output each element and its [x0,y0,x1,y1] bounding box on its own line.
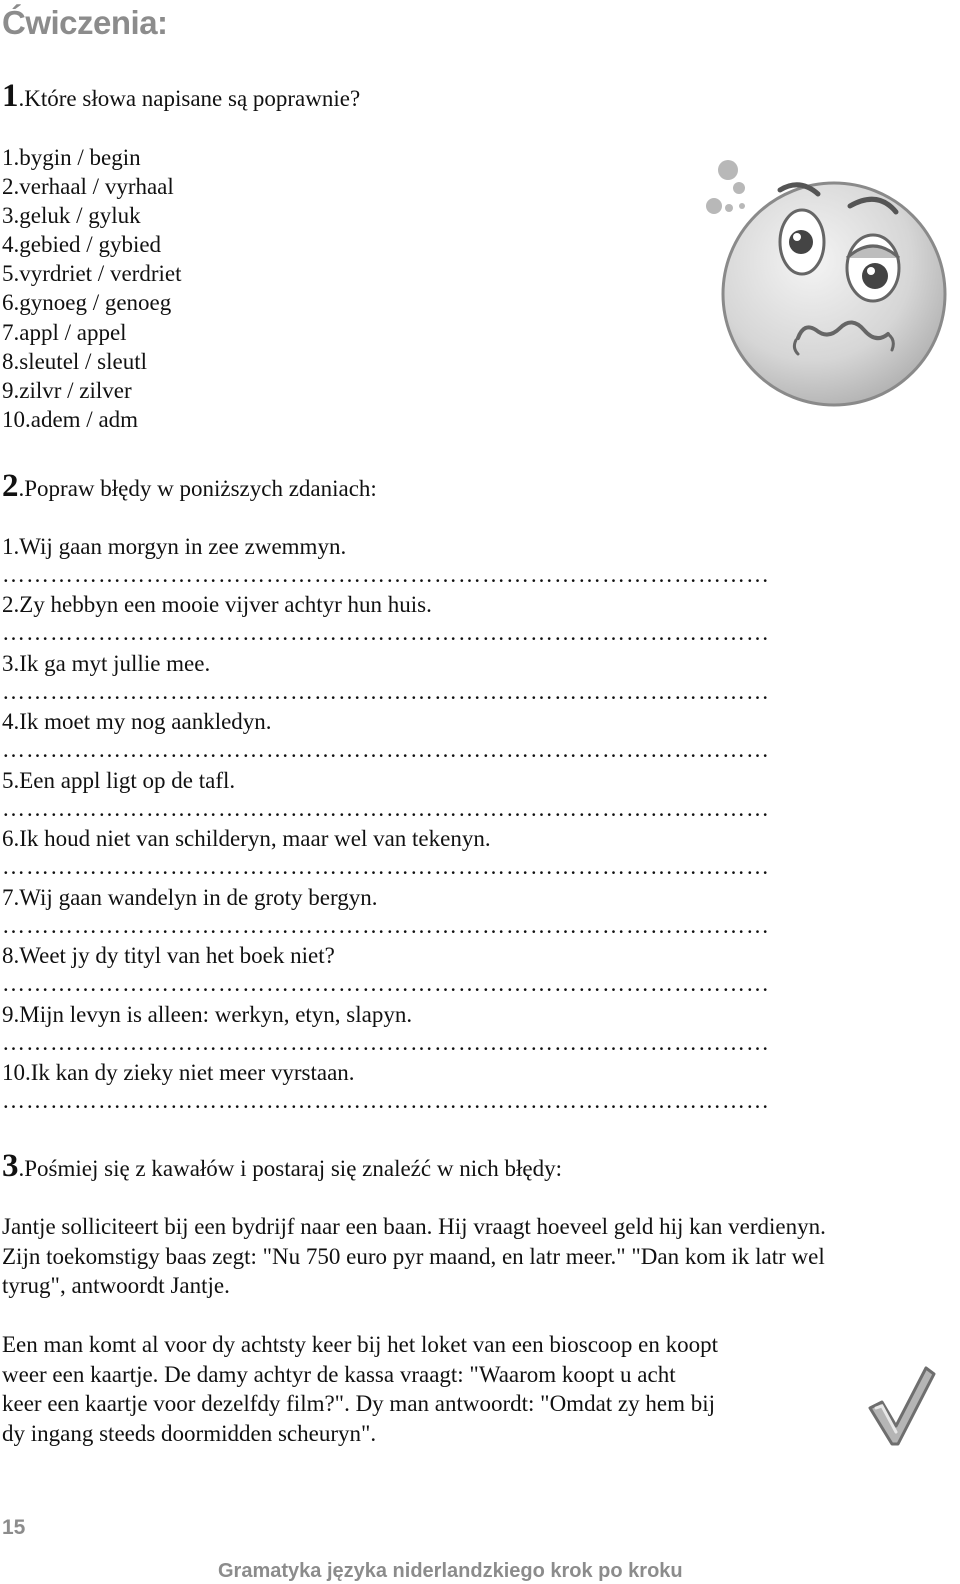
exercise-1-item: 3.geluk / gyluk [2,203,141,228]
exercise-3-number: 3 [2,1148,19,1184]
exercise-1-item: 6.gynoeg / genoeg [2,290,172,315]
joke-1 [2,1212,826,1301]
exercise-1-instruction: .Które słowa napisane są poprawnie? [18,86,361,111]
footer-title: Gramatyka języka niderlandzkiego krok po kroku [218,1560,683,1582]
answer-line[interactable]: …………………………………………………………………………………… [2,620,770,645]
exercise-2-sentence: 3.Ik ga myt jullie mee. [2,651,211,676]
exercise-1-item: 10.adem / adm [2,407,139,432]
exercise-1-item: 8.sleutel / sleutl [2,349,148,374]
exercise-2-sentence: 8.Weet jy dy tityl van het boek niet? [2,943,335,968]
answer-line[interactable]: …………………………………………………………………………………… [2,854,770,879]
joke-1-line: Zijn toekomstigy baas zegt: "Nu 750 euro pyr maand, en latr meer." "Dan kom ik latr wel [2,1243,825,1269]
page-number: 15 [2,1516,26,1539]
exercise-1-item: 7.appl / appel [2,320,127,345]
joke-2-line: dy ingang steeds doormidden scheuryn". [2,1420,377,1446]
exercise-2-sentence: 5.Een appl ligt op de tafl. [2,768,236,793]
joke-2-line: weer een kaartje. De damy achtyr de kassa vraagt: "Waarom koopt u acht [2,1361,676,1387]
joke-2 [2,1330,718,1448]
answer-line[interactable]: …………………………………………………………………………………… [2,913,770,938]
confused-face-illustration [700,150,950,412]
exercise-1-item: 1.bygin / begin [2,145,141,170]
exercise-1-item: 5.vyrdriet / verdriet [2,261,182,286]
exercise-1-item: 4.gebied / gybied [2,232,162,257]
exercise-2-sentence: 2.Zy hebbyn een mooie vijver achtyr hun huis. [2,592,432,617]
exercise-1-item: 2.verhaal / vyrhaal [2,174,174,199]
exercise-3-title [2,1148,562,1185]
answer-line[interactable]: …………………………………………………………………………………… [2,1030,770,1055]
answer-line[interactable]: …………………………………………………………………………………… [2,1088,770,1113]
answer-line[interactable]: …………………………………………………………………………………… [2,679,770,704]
exercise-2-sentence: 1.Wij gaan morgyn in zee zwemmyn. [2,534,347,559]
exercise-2-number: 2 [2,468,19,504]
joke-1-line: tyrug", antwoordt Jantje. [2,1273,230,1298]
joke-2-line: Een man komt al voor dy achtsty keer bij het loket van een bioscoop en koopt [2,1332,719,1357]
page-heading: Ćwiczenia: [2,4,168,41]
answer-line[interactable]: …………………………………………………………………………………… [2,737,770,762]
exercise-1-title [2,78,360,115]
exercise-2-sentence: 9.Mijn levyn is alleen: werkyn, etyn, slapyn. [2,1002,413,1027]
exercise-2-sentence: 6.Ik houd niet van schilderyn, maar wel van tekenyn. [2,826,491,851]
answer-line[interactable]: …………………………………………………………………………………… [2,971,770,996]
checkmark-icon [866,1364,938,1448]
exercise-1-item: 9.zilvr / zilver [2,378,132,403]
joke-1-line: Jantje solliciteert bij een bydrijf naar een baan. Hij vraagt hoeveel geld hij kan verdienyn. [2,1214,826,1239]
joke-2-line: keer een kaartje voor dezelfdy film?". Dy man antwoordt: "Omdat zy hem bij [2,1391,715,1416]
exercise-2-sentence: 4.Ik moet my nog aankledyn. [2,709,272,734]
answer-line[interactable]: …………………………………………………………………………………… [2,562,770,587]
exercise-2-title [2,468,377,505]
exercise-2-instruction: .Popraw błędy w poniższych zdaniach: [18,476,377,501]
exercise-1-number: 1 [2,78,19,114]
answer-line[interactable]: …………………………………………………………………………………… [2,796,770,821]
exercise-3-instruction: .Pośmiej się z kawałów i postaraj się znaleźć w nich błędy: [18,1156,563,1181]
exercise-2-sentence: 10.Ik kan dy zieky niet meer vyrstaan. [2,1060,355,1085]
exercise-2-sentence: 7.Wij gaan wandelyn in de groty bergyn. [2,885,378,910]
